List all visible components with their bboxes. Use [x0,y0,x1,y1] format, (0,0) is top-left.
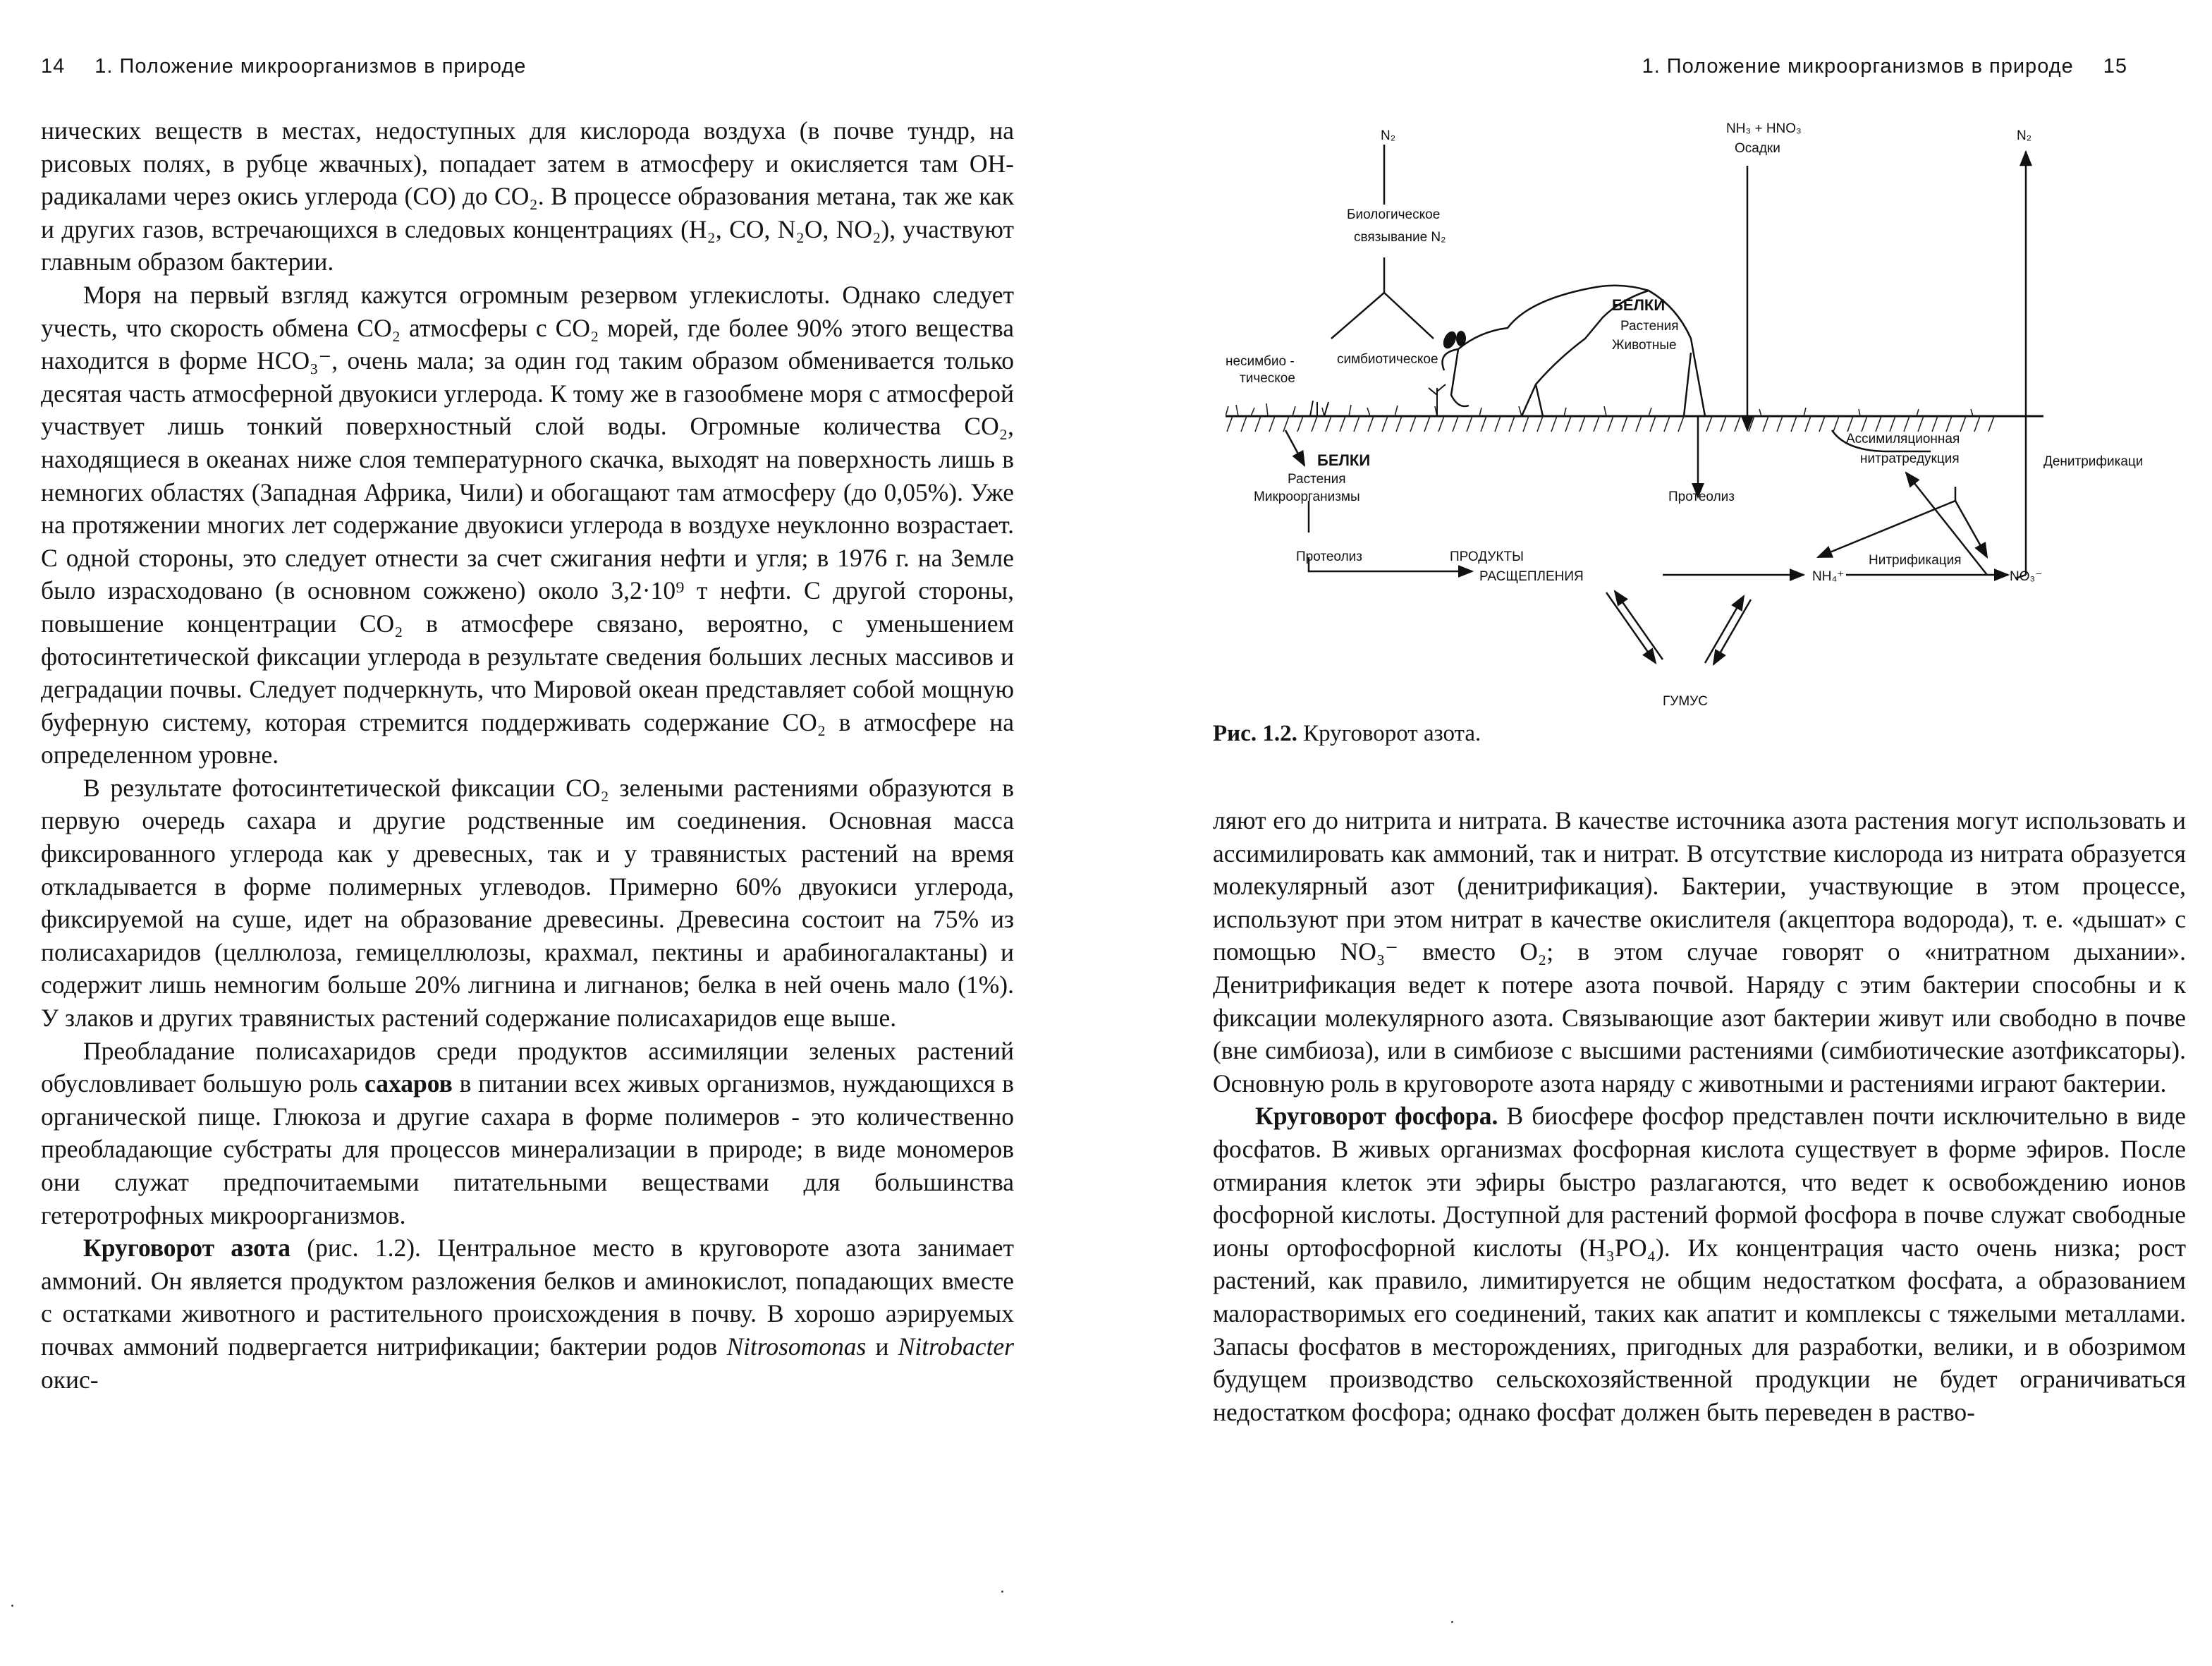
fig-n2-right: N₂ [2017,128,2032,143]
left-paragraph-3: В результате фотосинтетической фиксации СО₂ зелеными растениями образуются в первую очередь сахара и другие родственные им соединения. Основная масса фиксированного углерода как у древесных, так и у травянистых растений на время откладывается в форме полимерных углеводов. Примерно 60% двуокиси углерода, фиксируемой на суше, идет на образование древесины. Древесина состоит на 75% из полисахаридов (целлюлоза, гемицеллюлозы, крахмал, пектины и арабиногалактаны) и содержит лишь немногим больше 20% лигнина и лигнанов; белка в ней очень мало (1%). У злаков и других травянистых растений содержание полисахаридов еще выше. [41,773,1014,1033]
left-paragraph-2: Моря на первый взгляд кажутся огромным резервом углекислоты. Однако следует учесть, что скорость обмена СО₂ атмосферы с СО₂ морей, где более 90% этого вещества находится в форме НСО₃⁻, очень мала; за один год таким образом обменивается только десятая часть атмосферной двуокиси углерода. К тому же в газообмене моря с атмосферой участвует лишь тонкий поверхностный слой воды. Огромные количества СО₂, находящиеся в океанах ниже слоя температурного скачка, выходят на поверхность лишь в немногих областях (Западная Африка, Чили) и обогащают там атмосферу (до 0,05%). Уже на протяжении многих лет содержание двуокиси углерода в воздухе неуклонно возрастает. С одной стороны, это следует отнести за счет сжигания нефти и угля; в 1976 г. на Земле было израсходовано (в основном сожжено) около 3,2·10⁹ т нефти. С другой стороны, повышение концентрации СО₂ в атмосфере связано, вероятно, с уменьшением фотосинтетической фиксации углерода в результате сведения больших лесных массивов и деградации почвы. Следует подчеркнуть, что Мировой океан представляет собой мощную буферную систему, которая стремится поддерживать содержание СО₂ в атмосфере на определенном уровне. [41,280,1014,770]
nitrogen-cycle-heading: Круговорот азота [83,1234,291,1263]
left-text-column [41,114,1014,1396]
left-running-head [41,55,526,78]
plant-sprouts [1310,330,1465,416]
fig-humus: ГУМУС [1663,694,1708,709]
fig-biological-fixation-2: связывание N₂ [1354,230,1446,245]
scan-speck [11,1605,13,1607]
left-paragraph-5: Круговорот азота (рис. 1.2). Центральное место в круговороте азота занимает аммоний. Он является продуктом разложения белков и аминокислот, попадающих вместе с остатками животного и растительного происхождения в почву. В хорошо аэрируемых почвах аммоний подвергается нитрификации; бактерии родов Nitrosomonas и Nitrobacter окис- [41,1234,1014,1394]
fig-nh3-hno3: NH₃ + HNO₃ [1726,121,1802,136]
fig-plants-low: Растения [1288,472,1346,487]
nitrogen-cycle-figure [1226,106,2142,712]
genus-nitrosomonas: Nitrosomonas [726,1332,867,1361]
left-page-number: 14 [41,55,66,78]
phosphorus-cycle-heading: Круговорот фосфора. [1255,1102,1498,1131]
fig-ammonium: NH₄⁺ [1812,569,1845,584]
fig-assimilation-2: нитратредукция [1860,451,1960,466]
fig-products-2: РАСЩЕПЛЕНИЯ [1479,569,1584,584]
soil-hatching [1226,403,1994,432]
left-paragraph-1: нических веществ в местах, недоступных для кислорода воздуха (в почве тундр, на рисовых полях, в рубце жвачных), попадает затем в атмосферу и окисляется там ОН-радикалами через окись углерода (СО) до СО₂. В процессе образования метана, так же как и других газов, встречающихся в следовых концентрациях (Н₂, СО, N₂O, NO₂), участвуют главным образом бактерии. [41,116,1014,276]
right-paragraph-1: ляют его до нитрита и нитрата. В качестве источника азота растения могут использовать и ассимилировать как аммоний, так и нитрат. В отсутствие кислорода из нитрата образуется молекулярный азот (денитрификация). Бактерии, участвующие в этом процессе, используют при этом нитрат в качестве окислителя (акцептора водорода), т. е. «дышат» с помощью NO₃⁻ вместо O₂; в этом случае говорят о «нитратном дыхании». Денитрификация ведет к потере азота почвой. Наряду с этим бактерии способны и к фиксации молекулярного азота. Связывающие азот бактерии живут или свободно в почве (вне симбиоза), или в симбиозе с высшими растениями (симбиотические азотфиксаторы). Основную роль в круговороте азота наряду с животными и растениями играют бактерии. [1213,806,2186,1098]
right-chapter-title: 1. Положение микроорганизмов в природе [1642,55,2074,78]
fig-denitrification: Денитрификация [2043,454,2142,469]
fig-proteins-low: БЕЛКИ [1317,451,1371,469]
sugars-term: сахаров [365,1069,453,1098]
figure-caption [1213,721,1481,747]
genus-nitrobacter: Nitrobacter [898,1332,1014,1361]
fig-assimilation-1: Ассимиляционная [1846,432,1960,446]
fig-proteolysis-middle: Протеолиз [1668,490,1735,504]
figure-caption-text: Круговорот азота. [1297,721,1481,746]
left-chapter-title: 1. Положение микроорганизмов в природе [94,55,527,78]
right-page-number: 15 [2103,55,2127,78]
fig-nitrification: Нитрификация [1869,553,1962,568]
fig-nitrate: NO₃⁻ [2010,569,2043,584]
fig-nonsymbiotic-1: несимбио - [1226,354,1295,369]
fig-symbiotic: симбиотическое [1337,352,1438,367]
fig-proteolysis-low: Протеолиз [1296,549,1362,564]
scan-speck [1001,1591,1003,1593]
scan-speck [1451,1621,1453,1623]
left-paragraph-4: Преобладание полисахаридов среди продуктов ассимиляции зеленых растений обусловливает большую роль сахаров в питании всех живых организмов, нуждающихся в органической пище. Глюкоза и другие сахара в форме полимеров - это количественно преобладающие субстраты для процессов минерализации в природе; в виде мономеров они служат предпочитаемыми питательными веществами для большинства гетеротрофных микроорганизмов. [41,1036,1014,1229]
right-page [1106,0,2212,1666]
fig-proteins-top: БЕЛКИ [1612,296,1666,314]
fig-n2-left: N₂ [1381,128,1396,143]
right-running-head [1642,55,2127,78]
fig-nonsymbiotic-2: тическое [1240,371,1295,386]
fig-precipitation: Осадки [1735,141,1780,156]
fig-products-1: ПРОДУКТЫ [1450,549,1524,564]
fig-plants-top: Растения [1620,319,1679,334]
fig-animals-top: Животные [1612,338,1677,353]
fig-microorganisms: Микроорганизмы [1254,490,1360,504]
fig-biological-fixation-1: Биологическое [1347,207,1441,222]
nitrogen-cycle-diagram [1226,106,2142,712]
right-text-column [1213,804,2186,1428]
right-paragraph-2: Круговорот фосфора. В биосфере фосфор представлен почти исключительно в виде фосфатов. В живых организмах фосфорная кислота существует в форме эфиров. После отмирания клеток эти эфиры быстро разлагаются, что ведет к освобождению ионов фосфорной кислоты. Доступной для растений формой фосфора в почве служат свободные ионы ортофосфорной кислоты (Н₃РО₄). Их концентрация часто очень низка; рост растений, как правило, лимитируется не общим недостатком фосфата, а образованием малорастворимых его соединений, таких как апатит и комплексы с тяжелыми металлами. Запасы фосфатов в месторождениях, пригодных для разработки, велики, и в обозримом будущем производство сельскохозяйственной продукции не будет ограничиваться недостатком фосфора; однако фосфат должен быть переведен в раство- [1213,1102,2186,1426]
figure-caption-number: Рис. 1.2. [1213,721,1297,746]
